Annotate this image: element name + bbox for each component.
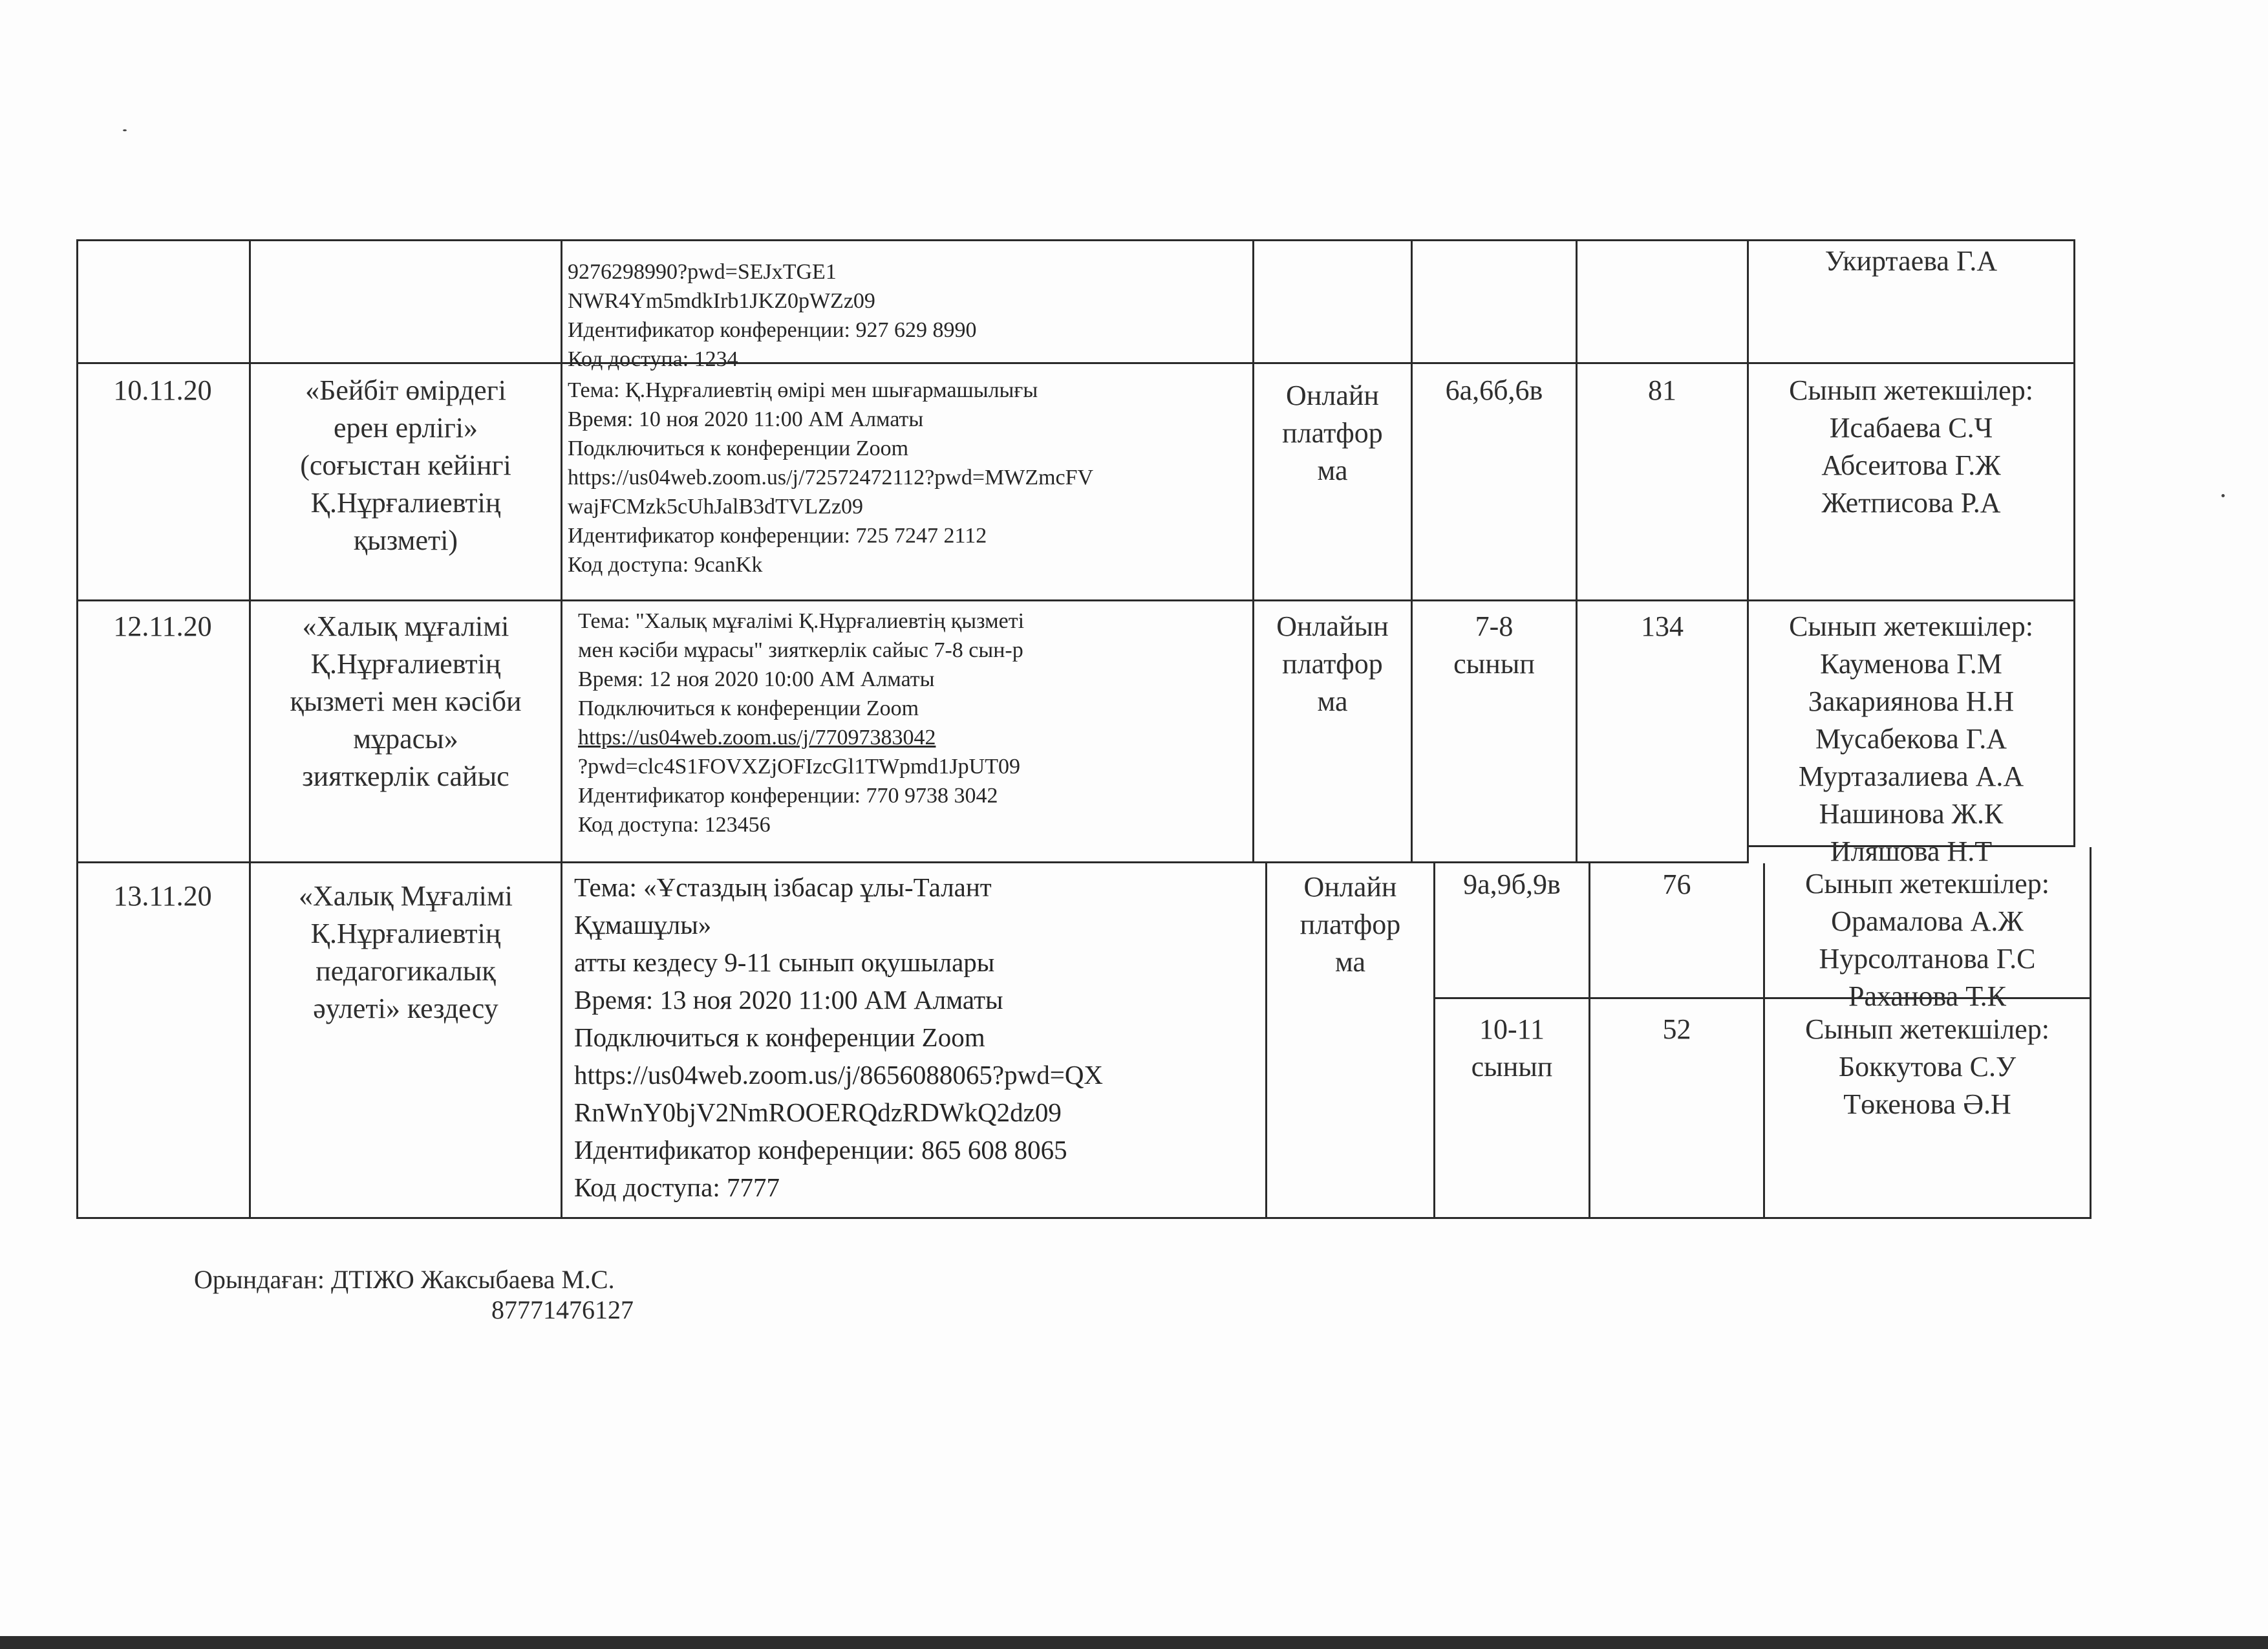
event-date: 10.11.20 (113, 374, 212, 406)
detail-line: Идентификатор конференции: 725 7247 2112 (568, 524, 987, 548)
row2-classes-cell (1413, 601, 1578, 863)
detail-line: Идентификатор конференции: 770 9738 3042 (578, 784, 998, 808)
detail-line: Тема: Қ.Нұрғалиевтің өмірі мен шығармашылығы (568, 378, 1038, 402)
responsible-line: Исабаева С.Ч (1829, 412, 1993, 444)
detail-line: Время: 10 ноя 2020 11:00 AM Алматы (568, 407, 924, 431)
platform-line: ма (1317, 685, 1348, 717)
row3a-responsible-cell (1765, 847, 2091, 1012)
classes-line: сынып (1453, 648, 1535, 680)
detail-line: Время: 12 ноя 2020 10:00 AM Алматы (578, 667, 935, 691)
event-title-line: ерен ерлігі» (333, 412, 478, 444)
classes-line: 9а,9б,9в (1463, 868, 1561, 900)
row0-date-cell (76, 239, 251, 364)
event-title-line: Қ.Нұрғалиевтің (310, 648, 501, 680)
classes-line: 7-8 (1475, 610, 1514, 642)
responsible-line: Жетписова Р.А (1821, 487, 2001, 519)
row1-date-cell (76, 364, 251, 601)
platform-line: платфор (1300, 909, 1401, 940)
responsible-line: Сынып жетекшілер: (1789, 374, 2033, 406)
classes-line: сынып (1471, 1051, 1553, 1083)
detail-line: Идентификатор конференции: 865 608 8065 (574, 1135, 1067, 1165)
event-title-line: Қ.Нұрғалиевтің (310, 918, 501, 949)
detail-line: Подключиться к конференции Zoom (574, 1022, 985, 1052)
zoom-link[interactable]: https://us04web.zoom.us/j/72572472112?pwd=MWZmcFV (568, 466, 1094, 490)
participant-count: 81 (1648, 374, 1676, 406)
scan-speck (2221, 494, 2225, 497)
event-title-line: Қ.Нұрғалиевтің (310, 487, 501, 519)
responsible-line: Нурсолтанова Г.С (1819, 943, 2036, 975)
participant-count: 52 (1662, 1013, 1691, 1045)
event-date: 12.11.20 (113, 610, 212, 642)
responsible-line: Кауменова Г.М (1820, 648, 2002, 680)
detail-line: Идентификатор конференции: 927 629 8990 (568, 318, 977, 342)
row2-title-cell (251, 601, 562, 863)
event-title-line: мұрасы» (353, 723, 458, 755)
responsible-line: Төкенова Ә.Н (1843, 1088, 2011, 1120)
row1-classes-cell (1413, 364, 1578, 601)
row3b-count-cell (1590, 999, 1765, 1219)
responsible-line: Боккутова С.У (1838, 1051, 2017, 1083)
detail-line: Құмашұлы» (574, 910, 712, 940)
responsible-line: Раханова Т.К (1848, 980, 2007, 1012)
detail-line: 9276298990?pwd=SEJxTGE1 (568, 260, 837, 284)
detail-line: Тема: «Ұстаздың ізбасар ұлы-Талант (574, 872, 992, 902)
platform-line: ма (1317, 455, 1348, 486)
row3-date-cell (76, 863, 251, 1219)
responsible-name: Укиртаева Г.А (1824, 245, 1998, 277)
row0-title-cell (251, 239, 562, 364)
detail-line: Код доступа: 9canKk (568, 553, 763, 577)
zoom-link[interactable]: wajFCMzk5cUhJalB3dTVLZz09 (568, 495, 864, 519)
responsible-line: Мусабекова Г.А (1815, 723, 2007, 755)
event-title-line: қызметі мен кәсіби (290, 685, 522, 717)
detail-line: Код доступа: 7777 (574, 1172, 780, 1202)
participant-count: 134 (1641, 610, 1684, 642)
row0-platform-cell (1254, 239, 1413, 364)
scan-edge (0, 1636, 2268, 1649)
event-title-line: «Халық Мұғалімі (299, 880, 513, 912)
detail-line: NWR4Ym5mdkIrb1JKZ0pWZz09 (568, 289, 875, 313)
event-title-line: әулеті» кездесу (313, 993, 498, 1024)
detail-line: мен кәсіби мұрасы" зияткерлік сайыс 7-8 сын-р (578, 638, 1023, 662)
row1-platform-cell (1254, 364, 1413, 601)
row1-title-cell (251, 364, 562, 601)
row2-count-cell (1578, 601, 1749, 863)
row1-responsible-cell (1749, 364, 2075, 601)
row3a-count-cell (1590, 863, 1765, 999)
detail-line: атты кездесу 9-11 сынып оқушылары (574, 947, 995, 977)
row3b-responsible-cell (1765, 999, 2091, 1219)
executed-by: Орындаған: ДТІЖО Жаксыбаева М.С. (194, 1265, 615, 1294)
responsible-line: Абсеитова Г.Ж (1821, 449, 2001, 481)
detail-line: Код доступа: 1234 (568, 347, 738, 371)
row3-platform-cell (1267, 863, 1435, 1219)
zoom-link[interactable]: https://us04web.zoom.us/j/77097383042 (578, 726, 936, 749)
responsible-line: Муртазалиева А.А (1798, 760, 2024, 792)
row1-count-cell (1578, 364, 1749, 601)
row2-details-cell (562, 601, 1254, 863)
phone-number: 87771476127 (491, 1295, 634, 1324)
row2-responsible-cell (1749, 601, 2075, 867)
responsible-line: Сынып жетекшілер: (1789, 610, 2033, 642)
event-date: 13.11.20 (113, 880, 212, 912)
row1-details-cell (562, 364, 1254, 601)
zoom-link[interactable]: ?pwd=clc4S1FOVXZjOFIzcGl1TWpmd1JpUT09 (578, 755, 1020, 779)
detail-line: Код доступа: 123456 (578, 813, 771, 837)
row0-responsible-cell (1749, 239, 2075, 364)
responsible-line: Сынып жетекшілер: (1805, 868, 2049, 900)
event-title-line: «Бейбіт өмірдегі (305, 374, 506, 406)
zoom-link[interactable]: RnWnY0bjV2NmROOERQdzRDWkQ2dz09 (574, 1097, 1062, 1127)
event-title-line: «Халық мұғалімі (302, 610, 509, 642)
zoom-link[interactable]: https://us04web.zoom.us/j/8656088065?pwd=QX (574, 1060, 1104, 1090)
responsible-line: Закариянова Н.Н (1808, 685, 2015, 717)
classes-line: 10-11 (1479, 1013, 1545, 1045)
row0-classes-cell (1413, 239, 1578, 364)
platform-line: платфор (1282, 417, 1383, 449)
event-title-line: (соғыстан кейінгі (300, 449, 511, 481)
scan-speck (123, 129, 127, 131)
detail-line: Подключиться к конференции Zoom (568, 436, 909, 460)
row2-date-cell (76, 601, 251, 863)
participant-count: 76 (1662, 868, 1691, 900)
classes-line: 6а,6б,6в (1445, 374, 1543, 406)
responsible-line: Иляшова Н.Т (1830, 835, 1993, 867)
row3b-classes-cell (1435, 999, 1590, 1219)
detail-line: Тема: "Халық мұғалімі Қ.Нұрғалиевтің қызметі (578, 609, 1025, 633)
platform-line: ма (1334, 946, 1366, 978)
platform-line: Онлайын (1276, 610, 1389, 642)
responsible-line: Сынып жетекшілер: (1805, 1013, 2049, 1045)
detail-line: Подключиться к конференции Zoom (578, 696, 919, 720)
responsible-line: Орамалова А.Ж (1831, 905, 2024, 937)
row0-count-cell (1578, 239, 1749, 364)
event-title-line: зияткерлік сайыс (302, 760, 509, 792)
responsible-line: Нашинова Ж.К (1819, 798, 2004, 830)
row2-platform-cell (1254, 601, 1413, 863)
platform-line: платфор (1282, 648, 1383, 680)
row3a-classes-cell (1435, 863, 1590, 999)
platform-line: Онлайн (1286, 380, 1379, 411)
event-title-line: қызметі) (353, 524, 458, 556)
event-title-line: педагогикалық (316, 955, 496, 987)
row3-details-cell (562, 863, 1267, 1219)
row3-title-cell (251, 863, 562, 1219)
platform-line: Онлайн (1303, 871, 1397, 903)
detail-line: Время: 13 ноя 2020 11:00 AM Алматы (574, 985, 1003, 1015)
row0-details-cell (562, 239, 1254, 371)
